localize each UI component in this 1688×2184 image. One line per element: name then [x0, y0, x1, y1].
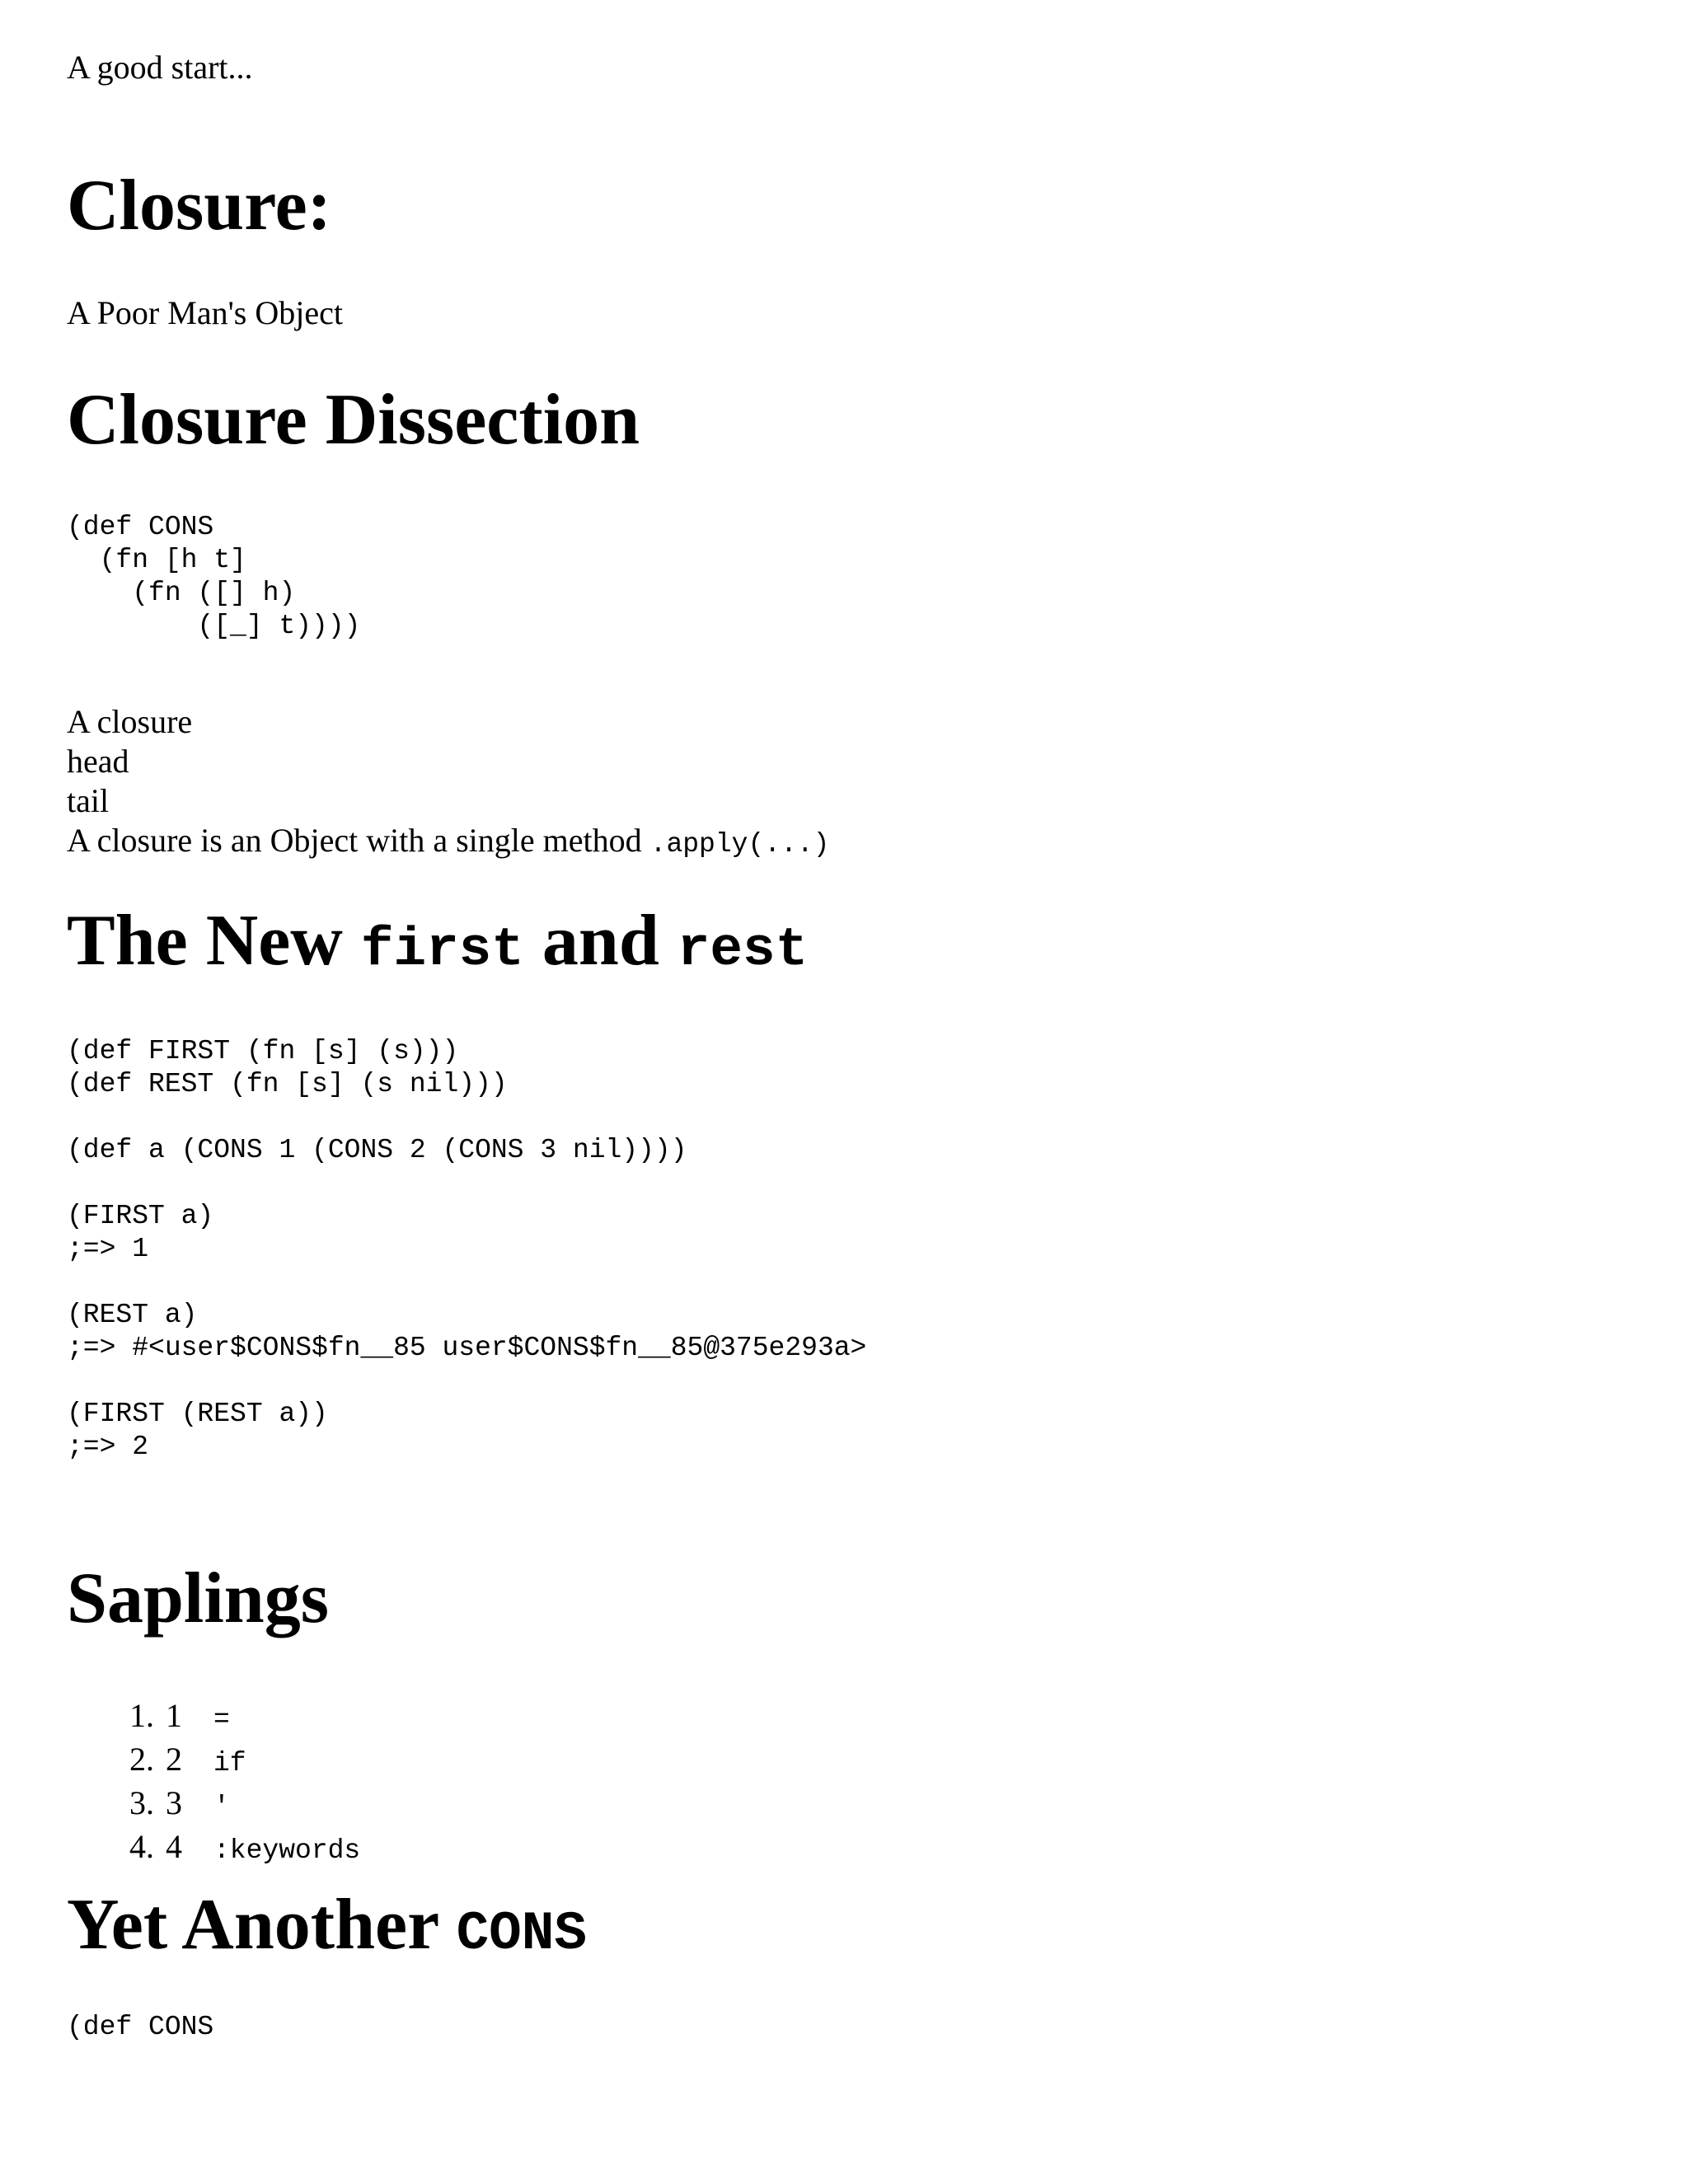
yet-another-cons-heading	[67, 1884, 587, 1975]
first-code-label: first	[360, 919, 524, 981]
saplings-heading: Saplings	[67, 1558, 329, 1638]
list-item: 1. 1 =	[129, 1697, 230, 1735]
first-rest-code: (def FIRST (fn [s] (s))) (def REST (fn [s] (s nil))) (def a (CONS 1 (CONS 2 (CONS 3 nil)))) (FIRST a) ;=> 1 (REST a) ;=> #<user$CONS$fn__85 user$CONS$fn__85@375e293a> (FIRST (REST a)) ;=> 2	[67, 1036, 867, 1462]
list-item: 4. 4 :keywords	[129, 1828, 361, 1866]
first-rest-heading-middle: and	[523, 901, 678, 981]
apply-inline-code: .apply(...)	[649, 829, 830, 860]
closure-dissection-heading: Closure Dissection	[67, 380, 640, 460]
keyword-code: if	[213, 1748, 246, 1779]
rest-code-label: rest	[677, 919, 809, 981]
keyword-code: :keywords	[213, 1835, 361, 1866]
keyword-code: '	[213, 1792, 230, 1822]
first-rest-heading-prefix: The New	[67, 901, 361, 981]
intro-text: A good start...	[67, 49, 253, 86]
closure-summary	[67, 821, 829, 865]
note-head: head	[67, 743, 129, 780]
keyword-code: =	[213, 1704, 230, 1735]
another-cons-code: (def CONS	[67, 2012, 214, 2042]
list-item: 2. 2 if	[129, 1741, 246, 1779]
note-tail: tail	[67, 782, 110, 819]
list-item: 3. 3 '	[129, 1784, 230, 1822]
closure-summary-text: A closure is an Object with a single method	[67, 822, 650, 859]
first-rest-heading	[67, 900, 808, 991]
cons-definition-code: (def CONS (fn [h t] (fn ([] h) ([_] t))))	[67, 512, 361, 641]
dissection-notes	[67, 702, 829, 865]
note-closure: A closure	[67, 703, 193, 740]
cons-code-label: CONS	[456, 1903, 588, 1965]
saplings-list	[67, 1696, 360, 1871]
yet-another-heading-prefix: Yet Another	[67, 1885, 457, 1965]
closure-subtitle: A Poor Man's Object	[67, 294, 343, 331]
closure-heading: Closure:	[67, 166, 332, 246]
